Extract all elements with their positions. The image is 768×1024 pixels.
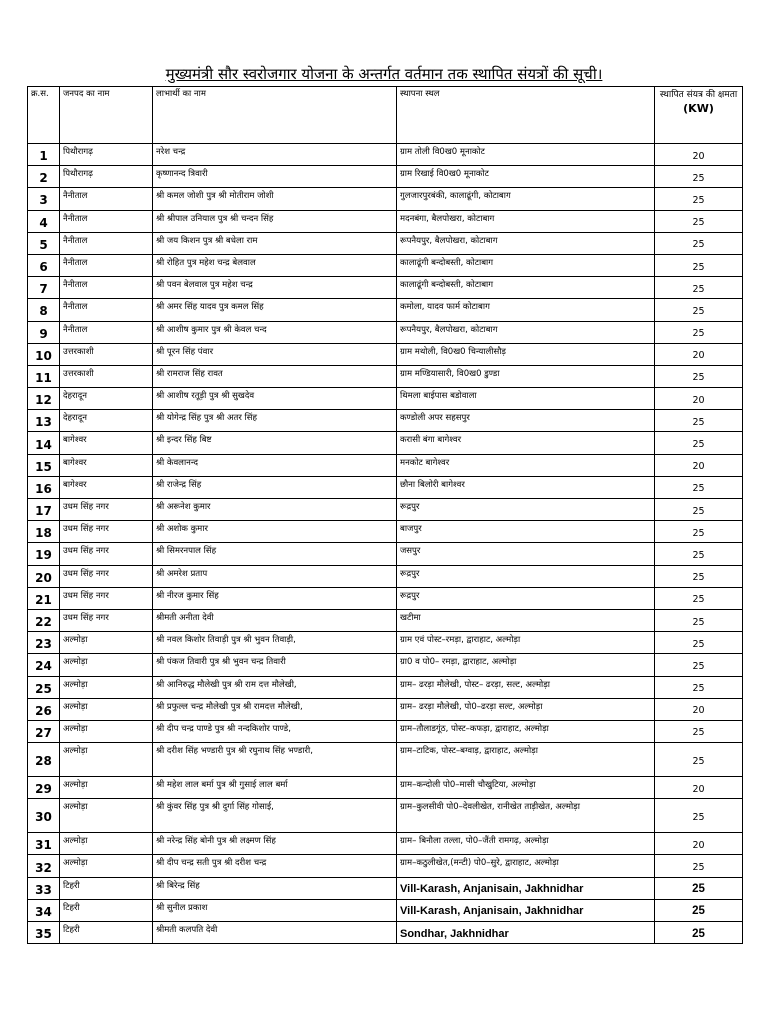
- row-capacity: 25: [655, 877, 743, 899]
- table-row: [28, 743, 743, 777]
- table-row: [28, 609, 743, 631]
- row-district: अल्मोड़ा: [60, 654, 153, 676]
- row-beneficiary: नरेश चन्द्र: [153, 144, 397, 166]
- row-beneficiary: श्री राजेन्द्र सिंह: [153, 476, 397, 498]
- row-capacity: 25: [655, 232, 743, 254]
- row-location: कालाढूंगी बन्दोबस्ती, कोटाबाग: [397, 277, 655, 299]
- header-district: जनपद का नाम: [60, 87, 153, 144]
- header-sn: क्र.स.: [28, 87, 60, 144]
- row-serial: 34: [28, 899, 60, 921]
- row-location: बाजपुर: [397, 521, 655, 543]
- row-capacity: 25: [655, 432, 743, 454]
- row-location: ग्राम– ढरड़ा मौलेखी, पो0–ढरड़ा सल्ट, अल्मोड़ा: [397, 698, 655, 720]
- row-serial: 11: [28, 365, 60, 387]
- row-beneficiary: श्री नरेन्द्र सिंह बोनी पुत्र श्री लक्ष्मण सिंह: [153, 833, 397, 855]
- row-capacity: 25: [655, 565, 743, 587]
- table-row: [28, 188, 743, 210]
- row-beneficiary: श्री केवलानन्द: [153, 454, 397, 476]
- row-district: नैनीताल: [60, 277, 153, 299]
- table-row: [28, 833, 743, 855]
- row-beneficiary: श्री कुंवर सिंह पुत्र श्री दुर्गा सिंह गोसाई,: [153, 799, 397, 833]
- row-beneficiary: श्री पवन बेलवाल पुत्र महेश चन्द्र: [153, 277, 397, 299]
- row-location: जसपुर: [397, 543, 655, 565]
- row-beneficiary: श्री इन्दर सिंह बिष्ट: [153, 432, 397, 454]
- table-row: [28, 720, 743, 742]
- table-row: [28, 388, 743, 410]
- row-district: अल्मोड़ा: [60, 632, 153, 654]
- row-capacity: 25: [655, 632, 743, 654]
- table-body: [28, 144, 743, 944]
- row-beneficiary: श्री आशीष कुमार पुत्र श्री केवल चन्द: [153, 321, 397, 343]
- row-location: ग्रा0 व पो0– रमड़ा, द्वाराहाट, अल्मोड़ा: [397, 654, 655, 676]
- table-row: [28, 144, 743, 166]
- row-serial: 9: [28, 321, 60, 343]
- row-serial: 19: [28, 543, 60, 565]
- table-row: [28, 410, 743, 432]
- row-serial: 33: [28, 877, 60, 899]
- row-beneficiary: श्री सिमरनपाल सिंह: [153, 543, 397, 565]
- table-row: [28, 877, 743, 899]
- row-beneficiary: श्री नीरज कुमार सिंह: [153, 587, 397, 609]
- row-district: पिथौरागढ़: [60, 144, 153, 166]
- row-capacity: 25: [655, 299, 743, 321]
- row-district: बागेश्वर: [60, 454, 153, 476]
- row-location: कण्डोली अपर सहसपुर: [397, 410, 655, 432]
- row-capacity: 20: [655, 343, 743, 365]
- row-beneficiary: श्री योगेन्द्र सिंह पुत्र श्री अतर सिंह: [153, 410, 397, 432]
- table-row: [28, 521, 743, 543]
- row-serial: 14: [28, 432, 60, 454]
- row-capacity: 25: [655, 799, 743, 833]
- row-capacity: 25: [655, 410, 743, 432]
- row-capacity: 25: [655, 521, 743, 543]
- row-capacity: 25: [655, 720, 743, 742]
- row-district: टिहरी: [60, 922, 153, 944]
- row-serial: 3: [28, 188, 60, 210]
- row-serial: 32: [28, 855, 60, 877]
- row-location: Vill-Karash, Anjanisain, Jakhnidhar: [397, 877, 655, 899]
- table-row: [28, 543, 743, 565]
- row-beneficiary: श्री नवल किशोर तिवाड़ी पुत्र श्री भुवन तिवाड़ी,: [153, 632, 397, 654]
- row-location: ग्राम मण्डियासारी, वि0ख0 डुण्डा: [397, 365, 655, 387]
- row-location: Sondhar, Jakhnidhar: [397, 922, 655, 944]
- row-beneficiary: श्री रामराज सिंह रावत: [153, 365, 397, 387]
- table-row: [28, 499, 743, 521]
- row-serial: 18: [28, 521, 60, 543]
- table-row: [28, 166, 743, 188]
- row-district: बागेश्वर: [60, 432, 153, 454]
- row-capacity: 25: [655, 609, 743, 631]
- row-beneficiary: कृष्णानन्द त्रिवारी: [153, 166, 397, 188]
- table-row: [28, 565, 743, 587]
- row-serial: 4: [28, 210, 60, 232]
- table-row: [28, 799, 743, 833]
- row-serial: 6: [28, 254, 60, 276]
- row-location: ग्राम–कन्दोली पो0–मासी चौखुटिया, अल्मोड़ा: [397, 777, 655, 799]
- row-beneficiary: श्री जय किशन पुत्र श्री बधेला राम: [153, 232, 397, 254]
- row-location: रूपनैयपुर, बैलपोखरा, कोटाबाग: [397, 321, 655, 343]
- row-location: मदनबंगा, बैलपोखरा, कोटाबाग: [397, 210, 655, 232]
- row-district: उत्तरकाशी: [60, 343, 153, 365]
- row-district: उधम सिंह नगर: [60, 609, 153, 631]
- row-district: नैनीताल: [60, 232, 153, 254]
- row-district: उत्तरकाशी: [60, 365, 153, 387]
- row-serial: 29: [28, 777, 60, 799]
- row-serial: 26: [28, 698, 60, 720]
- table-row: [28, 698, 743, 720]
- table-row: [28, 476, 743, 498]
- table-row: [28, 654, 743, 676]
- row-location: रूपनैयपुर, बैलपोखरा, कोटाबाग: [397, 232, 655, 254]
- row-capacity: 25: [655, 543, 743, 565]
- table-row: [28, 343, 743, 365]
- table-row: [28, 676, 743, 698]
- table-row: [28, 899, 743, 921]
- table-row: [28, 321, 743, 343]
- row-location: ग्राम–कठुलीखेत,(मन्टी) पो0–सुरे, द्वाराहाट, अल्मोड़ा: [397, 855, 655, 877]
- row-beneficiary: श्री आनिरुद्ध मौलेखी पुत्र श्री राम दत्त मौलेखी,: [153, 676, 397, 698]
- row-beneficiary: श्री दरीश सिंह भण्डारी पुत्र श्री रघुनाथ सिंह भण्डारी,: [153, 743, 397, 777]
- header-beneficiary: लाभार्थी का नाम: [153, 87, 397, 144]
- row-beneficiary: श्री बिरेन्द्र सिंह: [153, 877, 397, 899]
- row-location: कालाढूंगी बन्दोबस्ती, कोटाबाग: [397, 254, 655, 276]
- row-location: ग्राम– बिनौला तल्ला, पो0–जैंती रामगढ़, अल्मोड़ा: [397, 833, 655, 855]
- row-beneficiary: श्री रोहित पुत्र महेश चन्द्र बेलवाल: [153, 254, 397, 276]
- row-capacity: 25: [655, 899, 743, 921]
- row-location: थिमला बाईपास बडोवाला: [397, 388, 655, 410]
- row-district: नैनीताल: [60, 188, 153, 210]
- row-district: अल्मोड़ा: [60, 743, 153, 777]
- row-serial: 1: [28, 144, 60, 166]
- row-location: Vill-Karash, Anjanisain, Jakhnidhar: [397, 899, 655, 921]
- row-location: करासी बंगा बागेश्वर: [397, 432, 655, 454]
- row-capacity: 25: [655, 365, 743, 387]
- row-location: गुलजारपुरबंकी, कालाढूंगी, कोटाबाग: [397, 188, 655, 210]
- row-district: नैनीताल: [60, 254, 153, 276]
- header-capacity-unit: (KW): [683, 102, 714, 115]
- row-district: अल्मोड़ा: [60, 799, 153, 833]
- row-district: देहरादून: [60, 410, 153, 432]
- table-row: [28, 277, 743, 299]
- table-row: [28, 632, 743, 654]
- row-beneficiary: श्रीमती कलपति देवी: [153, 922, 397, 944]
- header-capacity-label: स्थापित संयत्र की क्षमता: [659, 90, 738, 100]
- table-row: [28, 454, 743, 476]
- row-location: छौना बिलोरी बागेश्वर: [397, 476, 655, 498]
- table-row: [28, 254, 743, 276]
- row-district: उधम सिंह नगर: [60, 587, 153, 609]
- row-capacity: 25: [655, 166, 743, 188]
- row-district: अल्मोड़ा: [60, 698, 153, 720]
- row-beneficiary: श्री अमर सिंह यादव पुत्र कमल सिंह: [153, 299, 397, 321]
- row-location: ग्राम–तौलाडगूंठ, पोस्ट–कफड़ा, द्वाराहाट, अल्मोड़ा: [397, 720, 655, 742]
- row-serial: 10: [28, 343, 60, 365]
- row-district: पिथौरागढ़: [60, 166, 153, 188]
- table-row: [28, 210, 743, 232]
- row-location: रूद्रपुर: [397, 587, 655, 609]
- row-capacity: 25: [655, 254, 743, 276]
- row-serial: 20: [28, 565, 60, 587]
- row-beneficiary: श्री प्रफुल्ल चन्द्र मौलेखी पुत्र श्री रामदत्त मौलेखी,: [153, 698, 397, 720]
- row-district: नैनीताल: [60, 299, 153, 321]
- row-serial: 16: [28, 476, 60, 498]
- row-capacity: 20: [655, 388, 743, 410]
- row-beneficiary: श्री दीप चन्द्र सती पुत्र श्री दरीश चन्द्र: [153, 855, 397, 877]
- row-capacity: 25: [655, 321, 743, 343]
- table-row: [28, 777, 743, 799]
- row-serial: 22: [28, 609, 60, 631]
- row-beneficiary: श्री दीप चन्द्र पाण्डे पुत्र श्री नन्दकिशोर पाण्डे,: [153, 720, 397, 742]
- row-capacity: 25: [655, 855, 743, 877]
- row-district: नैनीताल: [60, 321, 153, 343]
- row-capacity: 25: [655, 499, 743, 521]
- row-serial: 17: [28, 499, 60, 521]
- table-row: [28, 365, 743, 387]
- row-capacity: 20: [655, 698, 743, 720]
- row-location: ग्राम मथोली, वि0ख0 चिन्यालीसौड़: [397, 343, 655, 365]
- row-capacity: 25: [655, 476, 743, 498]
- row-capacity: 25: [655, 587, 743, 609]
- row-district: उधम सिंह नगर: [60, 565, 153, 587]
- table-row: [28, 855, 743, 877]
- row-location: रूद्रपुर: [397, 565, 655, 587]
- plants-table: [27, 86, 743, 944]
- row-serial: 25: [28, 676, 60, 698]
- row-serial: 5: [28, 232, 60, 254]
- row-serial: 2: [28, 166, 60, 188]
- row-location: ग्राम–कुलसीवी पो0–देवलीखेत, रानीखेत ताड़ीखेत, अल्मोड़ा: [397, 799, 655, 833]
- row-serial: 31: [28, 833, 60, 855]
- row-location: कमोला, यादव फार्म कोटाबाग: [397, 299, 655, 321]
- row-capacity: 25: [655, 210, 743, 232]
- table-row: [28, 432, 743, 454]
- row-capacity: 25: [655, 654, 743, 676]
- page-title: मुख्यमंत्री सौर स्वरोजगार योजना के अन्तर्गत वर्तमान तक स्थापित संयत्रों की सूची।: [165, 65, 603, 83]
- row-capacity: 25: [655, 922, 743, 944]
- row-beneficiary: श्री पूरन सिंह पंवार: [153, 343, 397, 365]
- table-row: [28, 232, 743, 254]
- row-district: अल्मोड़ा: [60, 777, 153, 799]
- row-district: उधम सिंह नगर: [60, 499, 153, 521]
- row-serial: 35: [28, 922, 60, 944]
- row-beneficiary: श्री महेश लाल बर्मा पुत्र श्री गुसाई लाल बर्मा: [153, 777, 397, 799]
- row-capacity: 20: [655, 833, 743, 855]
- row-location: मनकोट बागेश्वर: [397, 454, 655, 476]
- row-capacity: 25: [655, 676, 743, 698]
- table-row: [28, 922, 743, 944]
- row-district: बागेश्वर: [60, 476, 153, 498]
- row-capacity: 25: [655, 188, 743, 210]
- row-location: रूद्रपुर: [397, 499, 655, 521]
- row-beneficiary: श्री अरूनेश कुमार: [153, 499, 397, 521]
- row-serial: 21: [28, 587, 60, 609]
- row-serial: 13: [28, 410, 60, 432]
- row-capacity: 20: [655, 454, 743, 476]
- row-beneficiary: श्री अमरेश प्रताप: [153, 565, 397, 587]
- header-capacity: [655, 87, 743, 144]
- row-location: खटीमा: [397, 609, 655, 631]
- row-serial: 8: [28, 299, 60, 321]
- row-serial: 23: [28, 632, 60, 654]
- row-location: ग्राम एवं पोस्ट–रमड़ा, द्वाराहाट, अल्मोड़ा: [397, 632, 655, 654]
- row-district: नैनीताल: [60, 210, 153, 232]
- row-district: टिहरी: [60, 877, 153, 899]
- row-location: ग्राम तोली वि0ख0 मूनाकोट: [397, 144, 655, 166]
- row-capacity: 25: [655, 277, 743, 299]
- row-location: ग्राम– ढरड़ा मौलेखी, पोस्ट– ढरड़ा, सल्ट, अल्मोड़ा: [397, 676, 655, 698]
- row-serial: 27: [28, 720, 60, 742]
- row-district: देहरादून: [60, 388, 153, 410]
- table-row: [28, 299, 743, 321]
- row-district: टिहरी: [60, 899, 153, 921]
- row-capacity: 25: [655, 743, 743, 777]
- row-district: अल्मोड़ा: [60, 720, 153, 742]
- row-serial: 24: [28, 654, 60, 676]
- row-district: अल्मोड़ा: [60, 676, 153, 698]
- row-location: ग्राम रिखाई वि0ख0 मूनाकोट: [397, 166, 655, 188]
- row-capacity: 20: [655, 144, 743, 166]
- table-row: [28, 587, 743, 609]
- row-beneficiary: श्री अशोक कुमार: [153, 521, 397, 543]
- row-beneficiary: श्री श्रीपाल उनियाल पुत्र श्री चन्दन सिंह: [153, 210, 397, 232]
- row-district: अल्मोड़ा: [60, 855, 153, 877]
- row-serial: 7: [28, 277, 60, 299]
- row-beneficiary: श्रीमती अनीता देवी: [153, 609, 397, 631]
- row-location: ग्राम–टाटिक, पोस्ट–बग्वाड़, द्वाराहाट, अल्मोड़ा: [397, 743, 655, 777]
- row-beneficiary: श्री आशीष रतूड़ी पुत्र श्री सुखदेव: [153, 388, 397, 410]
- row-serial: 30: [28, 799, 60, 833]
- row-district: उधम सिंह नगर: [60, 521, 153, 543]
- row-beneficiary: श्री सुनील प्रकाश: [153, 899, 397, 921]
- row-serial: 28: [28, 743, 60, 777]
- row-beneficiary: श्री कमल जोशी पुत्र श्री मोतीराम जोशी: [153, 188, 397, 210]
- row-capacity: 20: [655, 777, 743, 799]
- header-location: स्थापना स्थल: [397, 87, 655, 144]
- row-beneficiary: श्री पंकज तिवारी पुत्र श्री भुवन चन्द्र तिवारी: [153, 654, 397, 676]
- row-district: उधम सिंह नगर: [60, 543, 153, 565]
- row-serial: 15: [28, 454, 60, 476]
- row-district: अल्मोड़ा: [60, 833, 153, 855]
- row-serial: 12: [28, 388, 60, 410]
- table-header-row: [28, 87, 743, 144]
